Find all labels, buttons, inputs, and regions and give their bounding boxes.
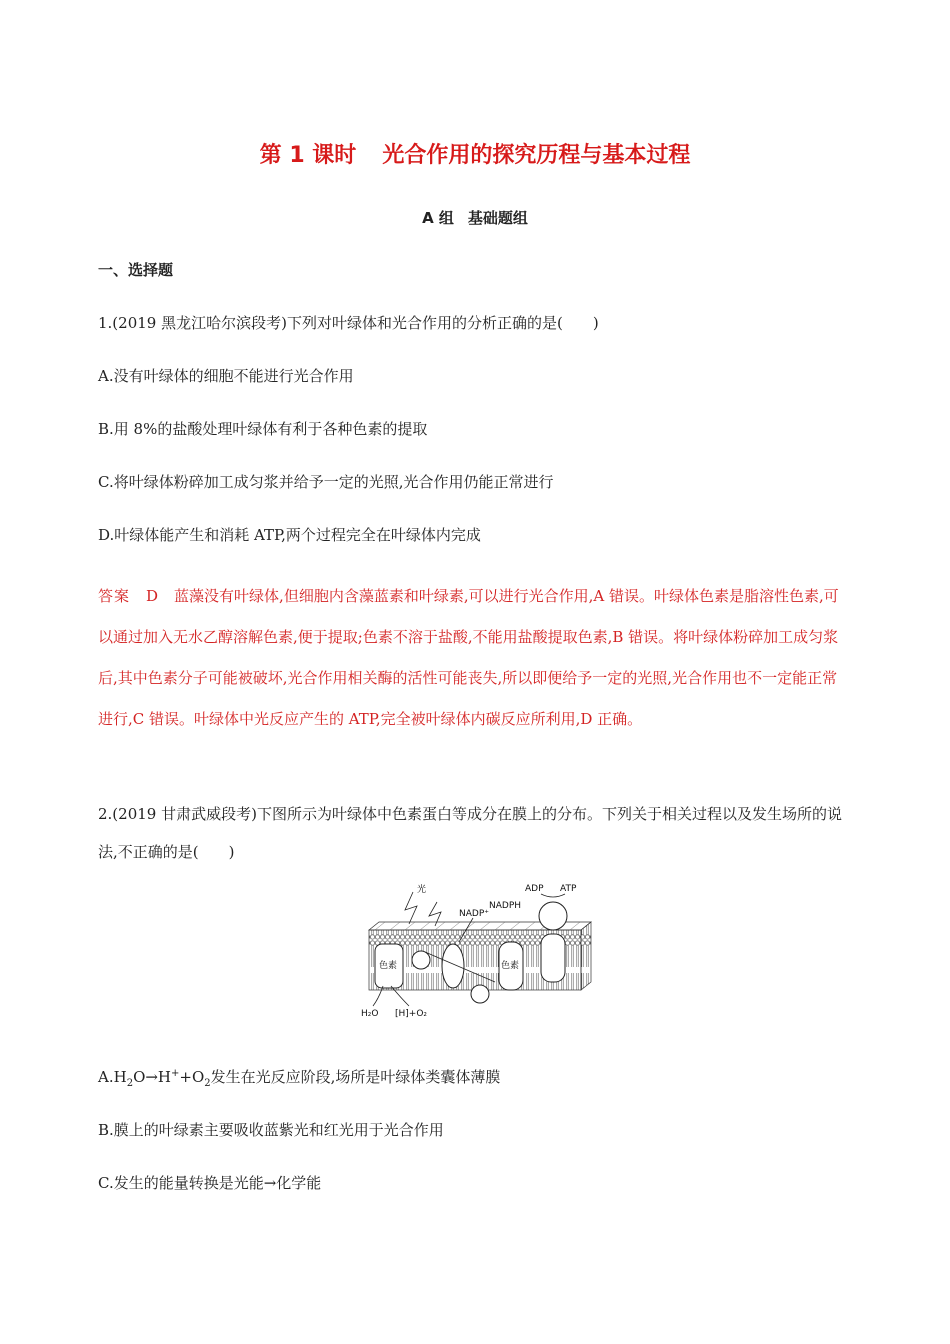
nadph-label: NADPH (489, 901, 522, 911)
group-label: 基础题组 (467, 209, 528, 227)
adp-atp-arrow (541, 894, 565, 897)
nadp-label: NADP⁺ (459, 909, 489, 919)
carrier-protein-2 (442, 944, 464, 988)
adp-label: ADP (525, 884, 544, 894)
group-heading (0, 207, 950, 228)
atp-synthase-head (539, 902, 567, 930)
question-2-stem (98, 795, 850, 871)
question-1-option-b: B.用 8%的盐酸处理叶绿体有利于各种色素的提取 (98, 420, 428, 438)
atp-label: ATP (560, 884, 577, 894)
pigment-label-right: 色素 (501, 961, 520, 971)
atp-synthase-base (541, 934, 565, 982)
question-2-option-a: $A.H_2O\to H^++O_2$发生在光反应阶段,场所是叶绿体类囊体薄膜 (98, 1068, 501, 1089)
thylakoid-membrane-diagram (355, 880, 595, 1020)
question-2-text: 2.(2019 甘肃武威段考)下图所示为叶绿体中色素蛋白等成分在膜上的分布。下列关于相关过程以及发生场所的说法,不正确的是( (98, 805, 842, 861)
answer-choice: D (146, 587, 159, 605)
question-1-text: 1.(2019 黑龙江哈尔滨段考)下列对叶绿体和光合作用的分析正确的是( (98, 314, 563, 332)
question-1-option-a: A.没有叶绿体的细胞不能进行光合作用 (98, 367, 354, 385)
water-label: H₂O (361, 1009, 379, 1019)
question-1-stem (98, 312, 599, 333)
question-1-option-d: D.叶绿体能产生和消耗 ATP,两个过程完全在叶绿体内完成 (98, 526, 481, 544)
answer-label: 答案 (98, 587, 131, 605)
question-1-option-c: C.将叶绿体粉碎加工成匀浆并给予一定的光照,光合作用仍能正常进行 (98, 473, 554, 491)
question-2-option-c: C.发生的能量转换是光能→化学能 (98, 1174, 322, 1192)
question-2-option-b: B.膜上的叶绿素主要吸收蓝紫光和红光用于光合作用 (98, 1121, 444, 1139)
question-2-close: ) (228, 843, 235, 861)
question-1-close: ) (592, 314, 599, 332)
light-label: 光 (417, 885, 427, 895)
pigment-label-left: 色素 (379, 961, 398, 971)
carrier-protein-3 (471, 985, 489, 1003)
carrier-protein-1 (412, 951, 430, 969)
lesson-number: 第 1 课时 (259, 143, 357, 168)
page-title (0, 138, 950, 169)
answer-block (98, 576, 850, 740)
products-label: [H]+O₂ (395, 1009, 428, 1019)
light-arrow-icon (405, 892, 417, 924)
answer-explanation: 蓝藻没有叶绿体,但细胞内含藻蓝素和叶绿素,可以进行光合作用,A 错误。叶绿体色素是脂溶性色素,可以通过加入无水乙醇溶解色素,便于提取;色素不溶于盐酸,不能用盐酸提取色素,B 错误。将叶绿体粉碎加工成匀浆后,其中色素分子可能被破坏,光合作用相关酶的活性可能丧失,所以即便给予一定的光照,光合作用也不一定能正常进行,C 错误。叶绿体中光反应产生的 ATP,完全被叶绿体内碳反应所利用,D 正确。 (98, 587, 839, 728)
group-name: A 组 (422, 209, 454, 227)
membrane-side-face (581, 922, 591, 990)
lesson-topic: 光合作用的探究历程与基本过程 (382, 143, 691, 168)
section-heading: 一、选择题 (98, 261, 174, 279)
